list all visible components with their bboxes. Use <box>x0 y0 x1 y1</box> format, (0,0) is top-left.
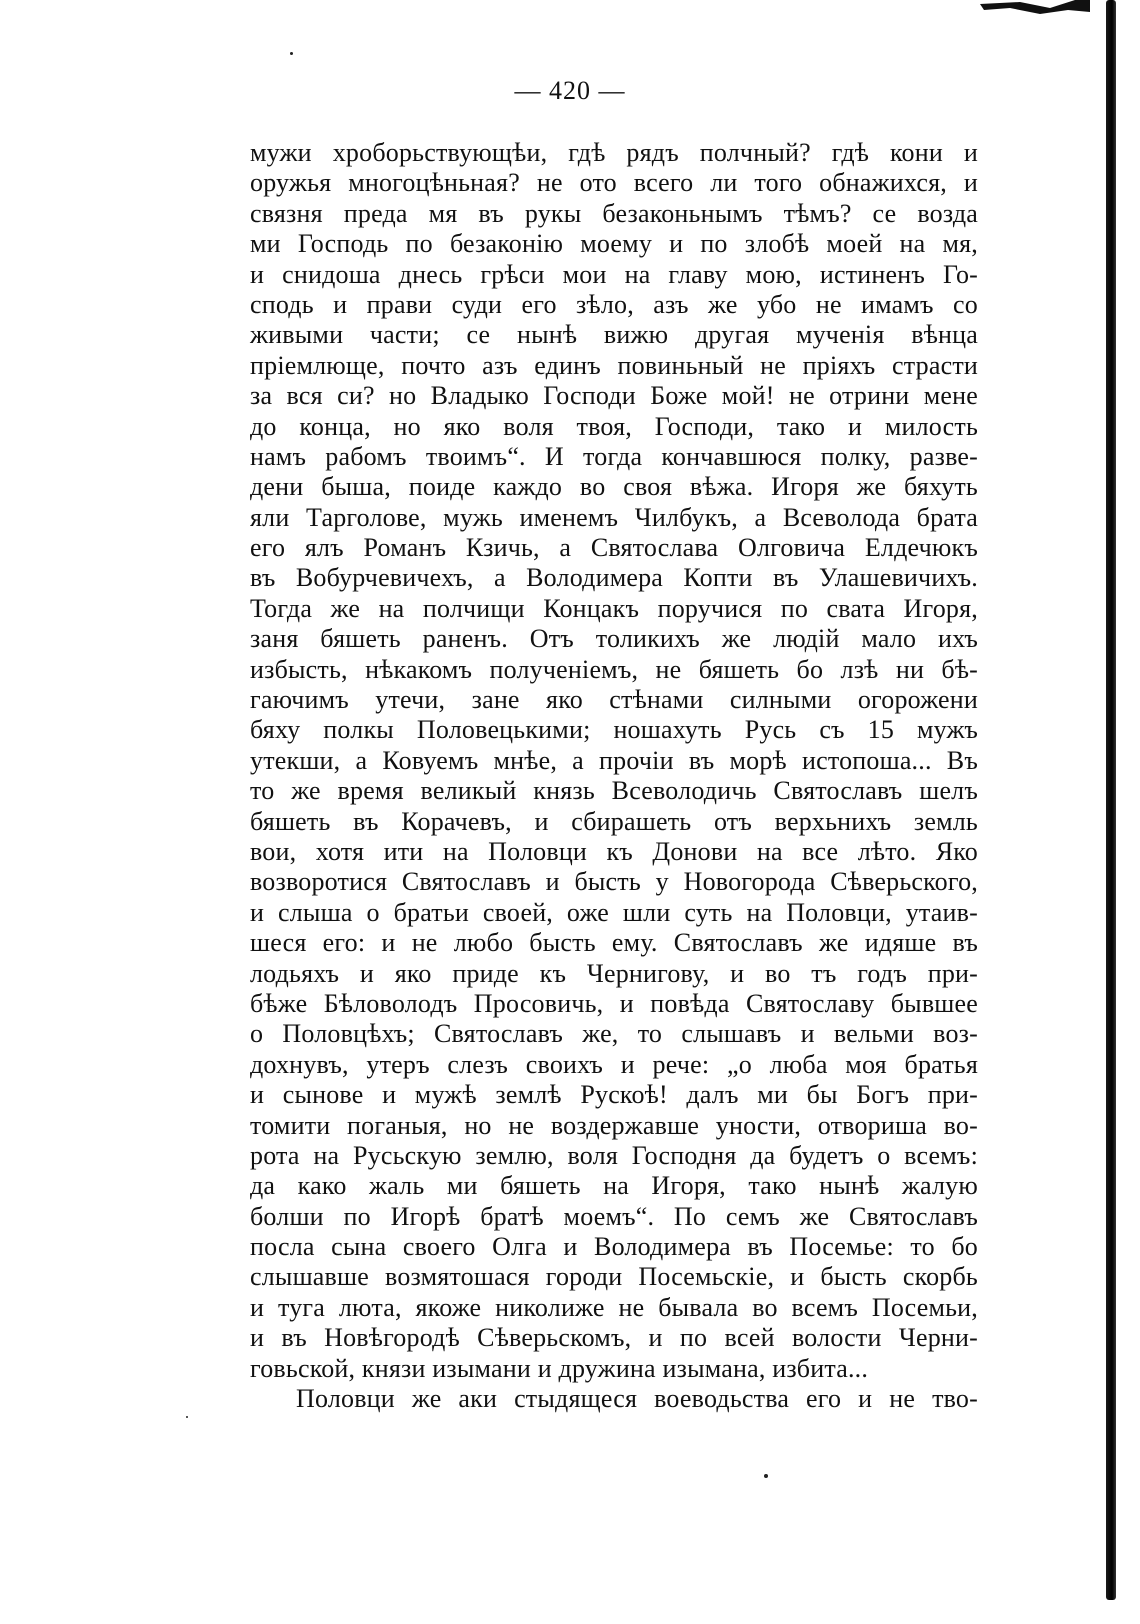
dust-speck <box>186 1416 188 1418</box>
text-line: и слыша о братьи своей, оже шли суть на Половци, утаив- <box>250 897 978 927</box>
text-line: рота на Русьскую землю, воля Господня да будетъ о всемъ: <box>250 1140 978 1170</box>
dust-speck <box>290 52 293 55</box>
text-line: Тогда же на полчищи Концакъ поручися по свата Игоря, <box>250 593 978 623</box>
text-line: шеся его: и не любо бысть ему. Святославъ же идяше въ <box>250 928 978 958</box>
text-line: лодьяхъ и яко приде къ Чернигову, и во тъ годъ при- <box>250 958 978 988</box>
text-line: его ялъ Романъ Кзичь, а Святослава Олговича Елдечюкъ <box>250 533 978 563</box>
text-line: ми Господь по безаконію моему и по злобѣ моей на мя, <box>250 229 978 259</box>
text-line: бяху полкы Половецькими; ношахуть Русь съ 15 мужъ <box>250 715 978 745</box>
text-line: оружья многоцѣньная? не ото всего ли того обнажихся, и <box>250 168 978 198</box>
text-line: о Половцѣхъ; Святославъ же, то слышавъ и вельми воз- <box>250 1019 978 1049</box>
page-edge-shadow <box>1106 0 1116 1600</box>
text-line: болши по Игорѣ братѣ моемъ“. По семъ же Святославъ <box>250 1201 978 1231</box>
text-line: избысть, нѣкакомъ полученіемъ, не бяшеть бо лзѣ ни бѣ- <box>250 654 978 684</box>
text-line: вои, хотя ити на Половци къ Донови на все лѣто. Яко <box>250 836 978 866</box>
text-line: возворотися Святославъ и бысть у Новогорода Сѣверьского, <box>250 867 978 897</box>
text-line: томити поганыя, но не воздержавше уности, отвориша во- <box>250 1110 978 1140</box>
text-line: яли Тарголове, мужь именемъ Чилбукъ, а Всеволода брата <box>250 502 978 532</box>
text-line: и въ Новѣгородѣ Сѣверьскомъ, и по всей волости Черни- <box>250 1323 978 1353</box>
text-line: за вся си? но Владыко Господи Боже мой! не отрини мене <box>250 381 978 411</box>
text-line: бяшеть въ Корачевъ, и сбирашеть отъ верхьнихъ земль <box>250 806 978 836</box>
text-line: и снидоша днесь грѣси мои на главу мою, истиненъ Го- <box>250 259 978 289</box>
text-line: до конца, но яко воля твоя, Господи, тако и милость <box>250 411 978 441</box>
text-line: мужи хроборьствующѣи, гдѣ рядъ полчный? гдѣ кони и <box>250 138 978 167</box>
text-line: посла сына своего Олга и Володимера въ Посемье: то бо <box>250 1232 978 1262</box>
text-line: заня бяшеть раненъ. Отъ толикихъ же людій мало ихъ <box>250 624 978 654</box>
text-line: гаючимъ утечи, зане яко стѣнами силными огорожени <box>250 685 978 715</box>
dust-speck <box>764 1474 768 1478</box>
text-line: связня преда мя въ рукы безаконьнымъ тѣмъ? се возда <box>250 198 978 228</box>
text-line: утекши, а Ковуемъ мнѣе, а прочіи въ морѣ истопоша... Въ <box>250 745 978 775</box>
text-line-paragraph-end: говьской, князи изымани и дружина изымана, избита... <box>250 1353 869 1383</box>
text-line: и туга люта, якоже николиже не бывала во всемъ Посемьи, <box>250 1292 978 1322</box>
text-line: и сынове и мужѣ землѣ Рускоѣ! далъ ми бы Богъ при- <box>250 1080 978 1110</box>
text-line: дохнувъ, утеръ слезъ своихъ и рече: „о люба моя братья <box>250 1049 978 1079</box>
text-line: слышавше возмятошася городи Посемьскіе, и бысть скорбь <box>250 1262 978 1292</box>
text-line: намъ рабомъ твоимъ“. И тогда кончавшюся полку, разве- <box>250 441 978 471</box>
text-line: дени быша, поиде каждо во своя вѣжа. Игоря же бяхуть <box>250 472 978 502</box>
ink-blot-icon <box>980 0 1090 22</box>
text-line: сподь и прави суди его зѣло, азъ же убо не имамъ со <box>250 289 978 319</box>
page-number: — 420 — <box>514 76 626 105</box>
text-line: бѣже Бѣловолодъ Просовичь, и повѣда Святославу бывшее <box>250 988 978 1018</box>
text-line-paragraph-start: Половци же аки стыдящеся воеводьства его и не тво- <box>296 1384 978 1414</box>
text-line: въ Вобурчевичехъ, а Володимера Копти въ Улашевичихъ. <box>250 563 978 593</box>
text-line: да како жаль ми бяшеть на Игоря, тако нынѣ жалую <box>250 1171 978 1201</box>
text-line: то же время великый князь Всеволодичь Святославъ шелъ <box>250 776 978 806</box>
body-text <box>250 138 978 1414</box>
text-line: пріемлюще, почто азъ единъ повиньный не пріяхъ страсти <box>250 350 978 380</box>
text-line: живыми части; се нынѣ вижю другая мученія вѣнца <box>250 320 978 350</box>
